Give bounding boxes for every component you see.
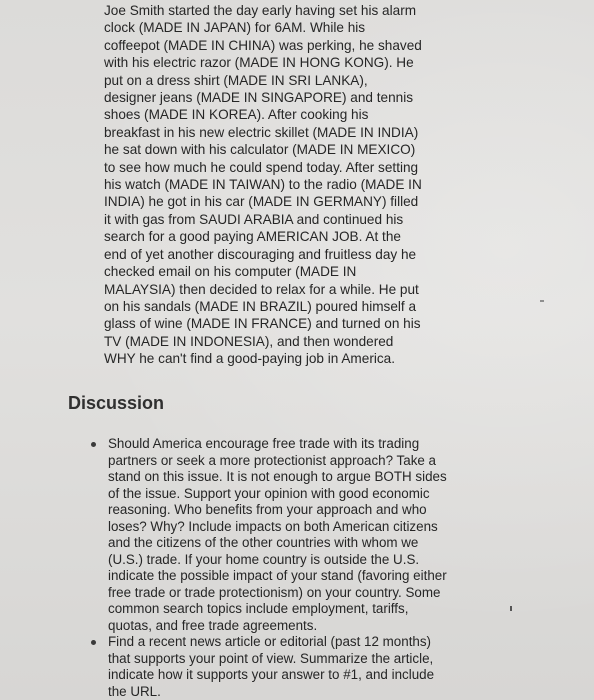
bullet-line: Should America encourage free trade with its trading [108, 436, 420, 451]
pen-mark [510, 606, 512, 611]
discussion-bullet-item [88, 634, 468, 700]
bullet-line: the URL. [108, 683, 161, 699]
bullet-line: Find a recent news article or editorial (past 12 months) [108, 634, 432, 649]
story-line: MALAYSIA) then decided to relax for a while. He put [104, 281, 419, 297]
bullet-line: indicate the possible impact of your stand (favoring either [108, 568, 447, 583]
bullet-line: that supports your point of view. Summarize the article, [108, 650, 434, 666]
bullet-line: (U.S.) trade. If your home country is outside the U.S. [108, 551, 420, 567]
bullet-line: and the citizens of the other countries with whom we [108, 535, 419, 550]
story-line: glass of wine (MADE IN FRANCE) and turned on his [104, 316, 421, 332]
pen-mark [540, 300, 544, 302]
story-line: to see how much he could spend today. After setting [104, 159, 419, 175]
bullet-line: reasoning. Who benefits from your approach and who [108, 502, 427, 517]
bullet-line: indicate how it supports your answer to #1, and include [108, 667, 435, 682]
story-line: end of yet another discouraging and fruitless day he [104, 246, 417, 262]
bullet-line: free trade or trade protectionism) on your country. Some [108, 584, 441, 600]
story-line: search for a good paying AMERICAN JOB. At the [104, 229, 401, 245]
bullet-dot-icon [91, 640, 96, 645]
story-paragraph [104, 2, 454, 368]
discussion-bullet-list [88, 436, 468, 700]
story-line: checked email on his computer (MADE IN [104, 264, 357, 280]
story-line: Joe Smith started the day early having set his alarm [104, 3, 417, 18]
bullet-line: quotas, and free trade agreements. [108, 617, 318, 633]
bullet-line: partners or seek a more protectionist approach? Take a [108, 452, 437, 468]
story-line: with his electric razor (MADE IN HONG KONG). He [104, 55, 414, 71]
bullet-line: common search topics include employment, tariffs, [108, 601, 409, 616]
story-line: put on a dress shirt (MADE IN SRI LANKA), [104, 72, 368, 88]
story-line: clock (MADE IN JAPAN) for 6AM. While his [104, 20, 366, 36]
story-line: his watch (MADE IN TAIWAN) to the radio (MADE IN [104, 177, 422, 193]
story-line: on his sandals (MADE IN BRAZIL) poured himself a [104, 298, 417, 314]
story-line: INDIA) he got in his car (MADE IN GERMANY) filled [104, 194, 419, 210]
story-line: shoes (MADE IN KOREA). After cooking his [104, 107, 369, 123]
bullet-line: of the issue. Support your opinion with good economic [108, 485, 430, 501]
bullet-dot-icon [91, 442, 96, 447]
bullet-line: loses? Why? Include impacts on both American citizens [108, 518, 438, 534]
story-line: coffeepot (MADE IN CHINA) was perking, he shaved [104, 37, 422, 53]
story-line: WHY he can't find a good-paying job in America. [104, 351, 395, 367]
discussion-heading: Discussion [68, 393, 165, 413]
discussion-bullet-item [88, 436, 468, 634]
story-line: he sat down with his calculator (MADE IN MEXICO) [104, 142, 416, 158]
bullet-line: stand on this issue. It is not enough to argue BOTH sides [108, 469, 447, 484]
story-line: TV (MADE IN INDONESIA), and then wondered [104, 333, 394, 349]
story-line: it with gas from SAUDI ARABIA and continued his [104, 211, 404, 227]
story-line: designer jeans (MADE IN SINGAPORE) and tennis [104, 90, 414, 106]
story-line: breakfast in his new electric skillet (MADE IN INDIA) [104, 124, 419, 140]
